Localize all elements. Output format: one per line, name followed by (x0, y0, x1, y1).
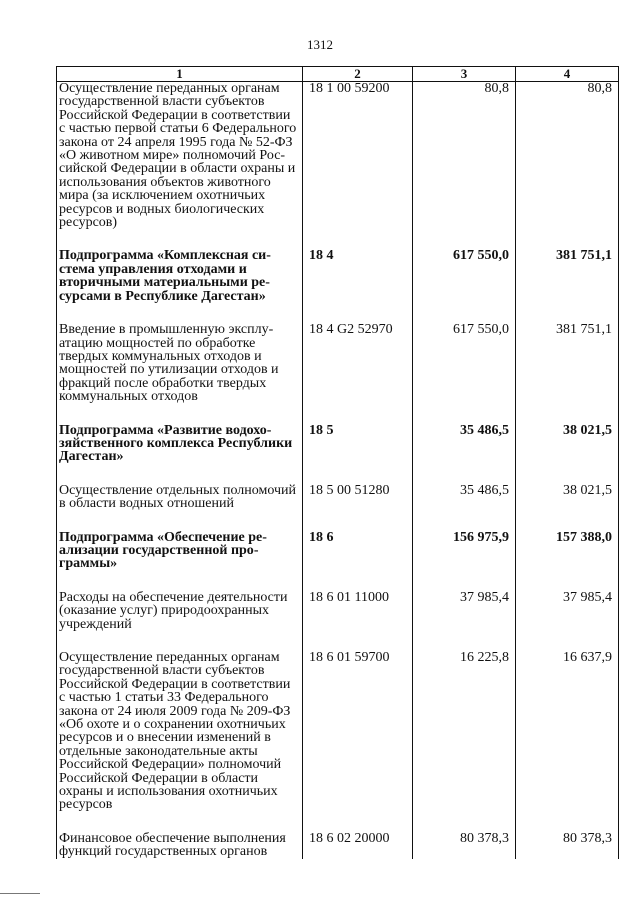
row-name: Расходы на обеспечение деятельности (оказание услуг) природоохранных учреждений (57, 591, 303, 631)
row-col4-value: 16 637,9 (516, 651, 619, 812)
table-row (57, 424, 619, 464)
row-col4-value: 80 378,3 (516, 832, 619, 859)
row-col3-value: 80 378,3 (413, 832, 516, 859)
table-row (57, 484, 619, 511)
row-spacer (57, 511, 619, 531)
row-spacer (57, 631, 619, 651)
row-spacer (57, 303, 619, 323)
row-col3-value: 37 985,4 (413, 591, 516, 631)
row-spacer (57, 571, 619, 591)
row-col3-value: 617 550,0 (413, 249, 516, 303)
row-col3-value: 35 486,5 (413, 424, 516, 464)
row-name: Подпрограмма «Обеспечение реализации государственной программы» (57, 531, 303, 571)
row-code: 18 4 (303, 249, 413, 303)
table-row (57, 531, 619, 571)
page-corner-line (0, 893, 40, 894)
row-col3-value: 156 975,9 (413, 531, 516, 571)
column-header-3: 3 (413, 67, 516, 82)
table-row (57, 832, 619, 859)
table-row (57, 323, 619, 403)
row-code: 18 6 01 59700 (303, 651, 413, 812)
row-code: 18 5 (303, 424, 413, 464)
table-row (57, 591, 619, 631)
row-code: 18 6 (303, 531, 413, 571)
row-col3-value: 80,8 (413, 82, 516, 230)
column-header-2: 2 (303, 67, 413, 82)
row-col3-value: 617 550,0 (413, 323, 516, 403)
row-name: Финансовое обеспечение выполнения функций государственных органов (57, 832, 303, 859)
row-col3-value: 16 225,8 (413, 651, 516, 812)
page-number: 1312 (307, 37, 333, 52)
row-name: Осуществление отдельных полномочий в области водных отношений (57, 484, 303, 511)
row-name: Подпрограмма «Комплексная система управления отходами и вторичными материальными ресурсами в Республике Дагестан» (57, 249, 303, 303)
row-spacer (57, 464, 619, 484)
row-col4-value: 381 751,1 (516, 249, 619, 303)
row-code: 18 1 00 59200 (303, 82, 413, 230)
row-name: Осуществление переданных органам государственной власти субъектов Российской Федерации в соответствии с частью 1 статьи 33 Федерального закона от 24 июля 2009 года № 209-ФЗ «Об охоте и о сохранении охотничьих ресурсов и о внесении изменений в отдельные законодательные акты Российской Федерации» полномочий Российской Федерации в области охраны и использования охотничьих ресурсов (57, 651, 303, 812)
row-name: Осуществление переданных органам государственной власти субъектов Российской Федерации в соответствии с частью первой статьи 6 Федерального закона от 24 апреля 1995 года № 52-ФЗ «О животном мире» полномочий Российской Федерации в области охраны и использования объектов животного мира (за исключением охотничьих ресурсов и водных биологических ресурсов) (57, 82, 303, 230)
row-col4-value: 38 021,5 (516, 424, 619, 464)
table-header-row (57, 67, 619, 82)
row-col4-value: 80,8 (516, 82, 619, 230)
row-spacer (57, 812, 619, 832)
row-col4-value: 381 751,1 (516, 323, 619, 403)
row-col4-value: 157 388,0 (516, 531, 619, 571)
row-code: 18 6 02 20000 (303, 832, 413, 859)
row-code: 18 6 01 11000 (303, 591, 413, 631)
row-name: Подпрограмма «Развитие водохозяйственного комплекса Республики Дагестан» (57, 424, 303, 464)
row-code: 18 4 G2 52970 (303, 323, 413, 403)
row-spacer (57, 229, 619, 249)
row-spacer (57, 404, 619, 424)
column-header-1: 1 (57, 67, 303, 82)
row-col3-value: 35 486,5 (413, 484, 516, 511)
table-row (57, 651, 619, 812)
budget-table (56, 66, 619, 859)
row-col4-value: 37 985,4 (516, 591, 619, 631)
row-col4-value: 38 021,5 (516, 484, 619, 511)
column-header-4: 4 (516, 67, 619, 82)
table-row (57, 82, 619, 230)
table-row (57, 249, 619, 303)
row-code: 18 5 00 51280 (303, 484, 413, 511)
row-name: Введение в промышленную эксплуатацию мощностей по обработке твердых коммунальных отходов и мощностей по утилизации отходов и фракций после обработки твердых коммунальных отходов (57, 323, 303, 403)
